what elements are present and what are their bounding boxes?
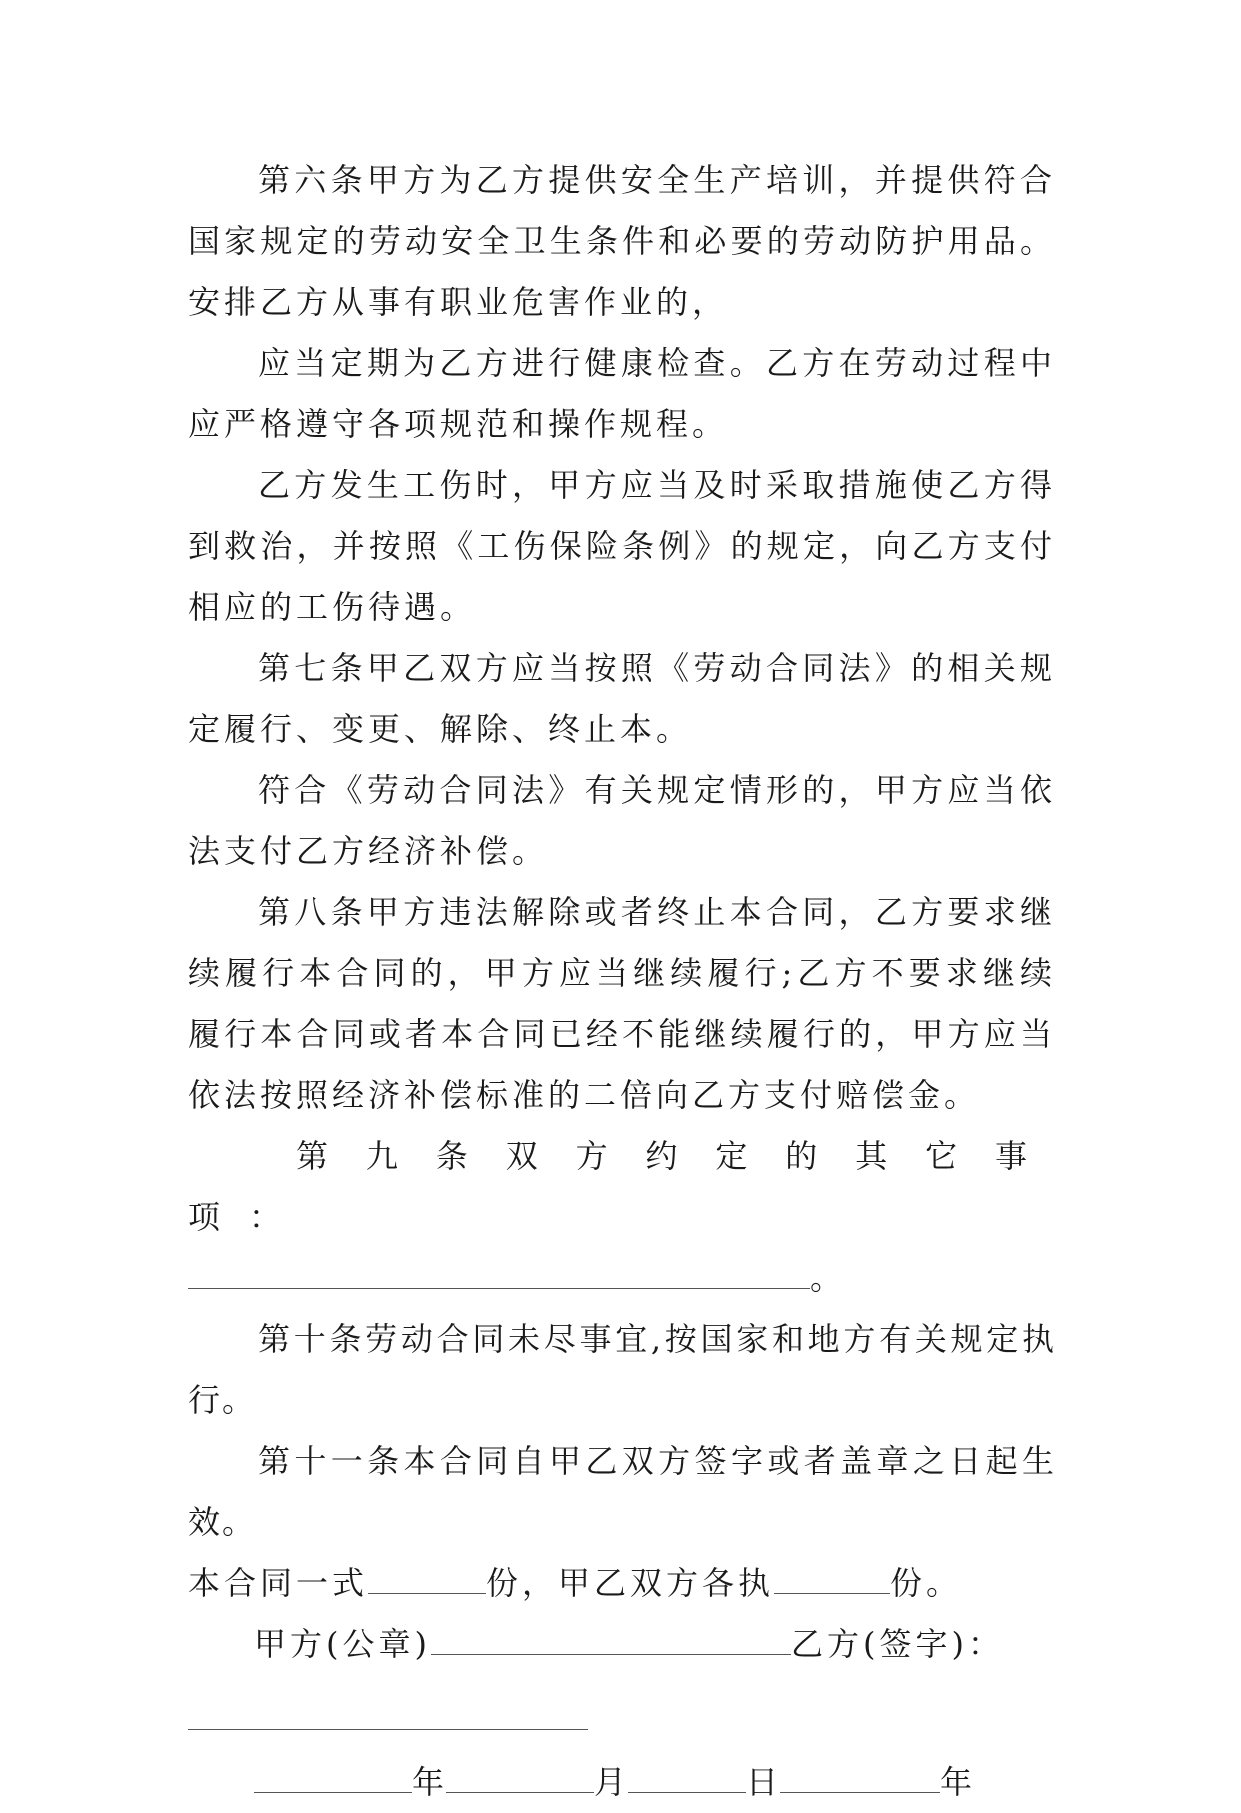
year-blank: [254, 1756, 412, 1793]
day-blank: [628, 1756, 746, 1793]
article-6-paragraph-2: 应当定期为乙方进行健康检查。乙方在劳动过程中应严格遵守各项规范和操作规程。: [188, 344, 1056, 443]
day-label: 日: [746, 1763, 781, 1801]
party-a-label: 甲方(公章): [254, 1625, 431, 1663]
copies-prefix: 本合同一式: [188, 1564, 369, 1602]
article-11-copies-line: [188, 1553, 1056, 1614]
copies-suffix: 份。: [890, 1564, 963, 1602]
article-9-blank-line: [188, 1248, 1056, 1309]
copies-each-blank: [774, 1557, 890, 1594]
party-b-label: 乙方(签字)：: [790, 1625, 1004, 1663]
article-7-paragraph-1: 第七条甲乙双方应当按照《劳动合同法》的相关规定履行、变更、解除、终止本。: [188, 649, 1056, 748]
month-blank: [446, 1756, 594, 1793]
article-10-paragraph: 第十条劳动合同未尽事宜,按国家和地方有关规定执行。: [188, 1320, 1056, 1419]
article-8-paragraph: 第八条甲方违法解除或者终止本合同，乙方要求继续履行本合同的，甲方应当继续履行;乙方不要求继续履行本合同或者本合同已经不能继续履行的，甲方应当依法按照经济补偿标准的二倍向乙方支付赔偿金。: [188, 893, 1056, 1114]
article-9-end-mark: 。: [810, 1259, 847, 1297]
contract-page: [188, 150, 1056, 1813]
signature-row: [188, 1614, 1056, 1675]
party-a-blank: [431, 1618, 791, 1655]
year2-label: 年: [940, 1763, 975, 1801]
article-7-paragraph-2: 符合《劳动合同法》有关规定情形的，甲方应当依法支付乙方经济补偿。: [188, 771, 1056, 870]
article-9-blank: [188, 1252, 810, 1289]
copies-total-blank: [368, 1557, 486, 1594]
year-label: 年: [412, 1763, 447, 1801]
date-row: [188, 1752, 1056, 1813]
copies-middle: 份，甲乙双方各执: [486, 1564, 775, 1602]
year2-blank: [780, 1756, 940, 1793]
article-11-paragraph: 第十一条本合同自甲乙双方签字或者盖章之日起生效。: [188, 1442, 1056, 1541]
article-6-paragraph-3: 乙方发生工伤时，甲方应当及时采取措施使乙方得到救治，并按照《工伤保险条例》的规定，向乙方支付相应的工伤待遇。: [188, 466, 1056, 626]
party-b-signature-line: [188, 1675, 588, 1730]
article-6-paragraph-1: 第六条甲方为乙方提供安全生产培训，并提供符合国家规定的劳动安全卫生条件和必要的劳动防护用品。安排乙方从事有职业危害作业的，: [188, 161, 1056, 321]
month-label: 月: [594, 1763, 629, 1801]
article-9-label: 第九条双方约定的其它事项：: [188, 1137, 1056, 1236]
